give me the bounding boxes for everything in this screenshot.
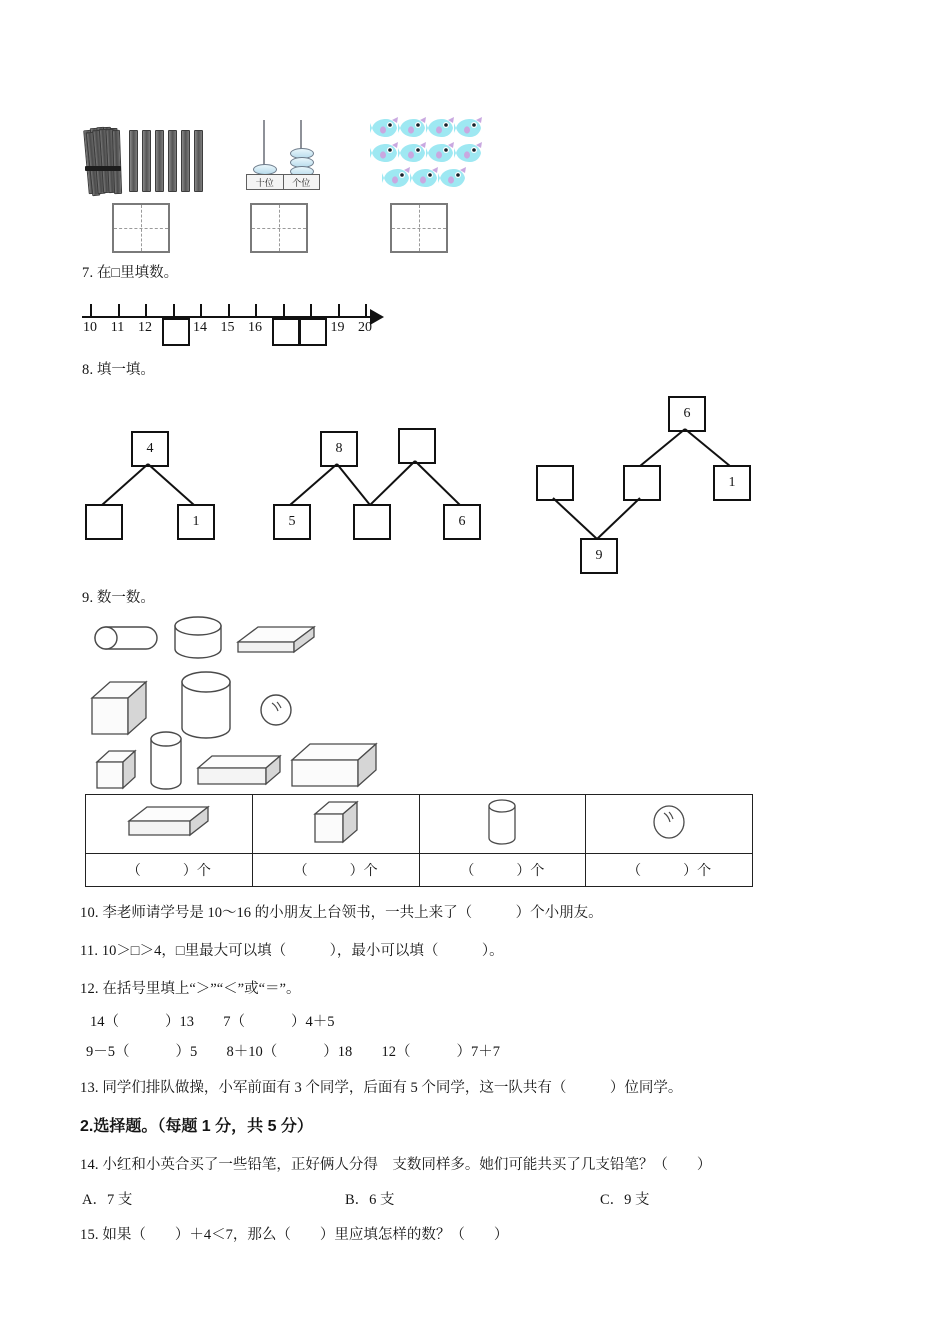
tree-connector-line [596, 497, 640, 539]
q15-number: 15. [80, 1227, 99, 1243]
q10 [80, 903, 603, 925]
number-line-tick [118, 304, 120, 316]
q12-number: 12. [80, 981, 99, 997]
number-line-tick [255, 304, 257, 316]
q9-number: 9. [82, 590, 94, 606]
tree-connector-line [552, 497, 597, 539]
answer-box-sticks[interactable] [112, 203, 170, 253]
number-line-tick [283, 304, 285, 316]
q12-row-1: 14（ ）13 7（ ）4＋5 [90, 1010, 335, 1031]
cmp-2-2-right: 18 [337, 1044, 353, 1060]
fish-icon [454, 141, 484, 165]
number-line-label: 16 [248, 320, 262, 335]
fish-icon [370, 116, 400, 140]
number-line-tick [365, 304, 367, 316]
cmp-1-2-right: 4＋5 [305, 1014, 335, 1030]
answer-cell-cube[interactable]: （ ）个 [252, 854, 419, 887]
abacus-tens-label: 十位 [246, 174, 284, 190]
q7-number: 7. [82, 265, 94, 281]
q8-prompt [82, 360, 155, 382]
fish-icon [370, 141, 400, 165]
tree-connector-line [101, 463, 148, 505]
number-line-tick [200, 304, 202, 316]
number-line-tick [310, 304, 312, 316]
tree1-right: 1 [177, 504, 215, 540]
short-cylinder-icon [172, 616, 224, 662]
q14-option-c[interactable]: C．9 支 [600, 1192, 650, 1208]
number-line-label: 15 [220, 320, 235, 335]
number-line-tick [173, 304, 175, 316]
answer-box-abacus[interactable] [250, 203, 308, 253]
q7-text: 在□里填数。 [96, 265, 179, 281]
big-cuboid-icon [290, 740, 380, 794]
q9-count-table [85, 794, 753, 887]
table-cell-cuboid [86, 795, 253, 854]
fish-icon [426, 141, 456, 165]
fish-icon [398, 141, 428, 165]
tree2-leaf-right: 6 [443, 504, 481, 540]
tree2-top-left: 8 [320, 431, 358, 467]
tree2-leaf-left: 5 [273, 504, 311, 540]
q7-prompt [82, 263, 178, 285]
cube-icon [312, 798, 360, 846]
tree-connector-line [414, 460, 460, 505]
number-line-blank-box[interactable] [299, 318, 327, 346]
q10-number: 10. [80, 905, 99, 921]
fish-icon [454, 116, 484, 140]
tree-connector-line [336, 463, 371, 505]
cmp-1-1-right: 13 [179, 1014, 194, 1030]
number-line-label: 14 [193, 320, 207, 335]
fish-icon [438, 166, 468, 190]
tree3-mid-blank[interactable] [623, 465, 661, 501]
q8-number-trees [0, 385, 950, 577]
fish-icon [426, 116, 456, 140]
tree2-leaf-mid-blank[interactable] [353, 504, 391, 540]
cylinder-icon [485, 797, 519, 847]
cmp-1-1-left: 14 [90, 1014, 105, 1030]
cmp-2-3-left: 12 [381, 1044, 396, 1060]
number-line-label: 19 [330, 320, 345, 335]
tree3-bottom: 9 [580, 538, 618, 574]
q9-text: 数一数。 [96, 590, 155, 606]
tree3-right: 1 [713, 465, 751, 501]
q15-text: 如果（ ）＋4＜7，那么（ ）里应填怎样的数？（ ） [102, 1227, 509, 1243]
cuboid-icon [126, 801, 212, 843]
answer-cell-sphere[interactable]: （ ）个 [586, 854, 753, 887]
table-cell-cube [252, 795, 419, 854]
number-line-tick [145, 304, 147, 316]
answer-cell-cuboid[interactable]: （ ）个 [86, 854, 253, 887]
table-cell-sphere [586, 795, 753, 854]
cmp-1-2-left: 7 [223, 1014, 231, 1030]
number-line-blank-box[interactable] [162, 318, 190, 346]
long-cuboid-icon [196, 752, 282, 792]
abacus-ones-label: 个位 [284, 174, 321, 190]
number-line-tick [228, 304, 230, 316]
sphere-icon [649, 801, 689, 843]
q14 [80, 1155, 711, 1177]
q13-number: 13. [80, 1080, 99, 1096]
cmp-2-1-left: 9－5 [86, 1044, 115, 1060]
fish-icon [398, 116, 428, 140]
q14-text: 小红和小英合买了一些铅笔，正好俩人分得 支数同样多。她们可能共买了几支铅笔？（ ） [102, 1157, 712, 1173]
sphere-icon [258, 692, 294, 728]
q10-text: 李老师请学号是 10～16 的小朋友上台领书，一共上来了（ ）个小朋友。 [102, 905, 603, 921]
q6-illustration-row [0, 0, 950, 268]
abacus-illustration [246, 120, 320, 192]
number-line-label: 11 [110, 320, 125, 335]
tree3-top: 6 [668, 396, 706, 432]
q12 [80, 979, 300, 1001]
tree1-left-blank[interactable] [85, 504, 123, 540]
small-cube-icon [94, 748, 138, 792]
table-row-shapes [86, 795, 753, 854]
q9-solid-shapes [0, 606, 950, 796]
q14-number: 14. [80, 1157, 99, 1173]
answer-box-fish[interactable] [390, 203, 448, 253]
q11 [80, 941, 504, 963]
counting-sticks-group [86, 124, 198, 192]
small-cylinder-icon [148, 730, 184, 792]
tree3-far-left-blank[interactable] [536, 465, 574, 501]
fish-icon [382, 166, 412, 190]
q12-row-2: 9－5（ ）5 8＋10（ ）18 12（ ）7＋7 [86, 1040, 500, 1061]
fish-icon [410, 166, 440, 190]
cmp-2-2-left: 8＋10 [226, 1044, 263, 1060]
stick-bundle-band [85, 166, 121, 171]
tree-connector-line [289, 463, 337, 506]
stick-bundle-ten [86, 126, 120, 190]
tree-connector-line [639, 428, 685, 467]
tree-connector-line [684, 428, 730, 467]
cmp-2-3-right: 7＋7 [471, 1044, 500, 1060]
q8-number: 8. [82, 362, 94, 378]
number-line-blank-box[interactable] [272, 318, 300, 346]
fish-group [370, 116, 488, 192]
capsule-cylinder-icon [90, 624, 160, 652]
tall-cylinder-icon [178, 670, 234, 742]
q15 [80, 1225, 508, 1247]
section-2-title: 2.选择题。（每题 1 分，共 5 分） [80, 1118, 313, 1135]
q7-number-line [82, 296, 402, 348]
number-line-axis [82, 316, 372, 318]
q11-number: 11. [80, 943, 99, 959]
q14-option-b[interactable]: B．6 支 [345, 1192, 395, 1208]
cmp-2-1-right: 5 [190, 1044, 198, 1060]
q13-text: 同学们排队做操，小军前面有 3 个同学，后面有 5 个同学，这一队共有（ ）位同学。 [102, 1080, 683, 1096]
number-line-label: 20 [358, 320, 372, 335]
q11-text: 10＞□＞4，□里最大可以填（ ），最小可以填（ ）。 [101, 943, 504, 959]
cube-icon [88, 678, 150, 740]
table-cell-cylinder [419, 795, 586, 854]
tree1-top: 4 [131, 431, 169, 467]
flat-cuboid-icon [236, 622, 316, 660]
tree-connector-line [369, 460, 415, 505]
number-line-tick [338, 304, 340, 316]
q14-option-a[interactable]: A．7 支 [82, 1192, 133, 1208]
table-row-answers [86, 854, 753, 887]
number-line-label: 12 [138, 320, 152, 335]
tree-connector-line [147, 463, 194, 505]
tree2-top-right-blank[interactable] [398, 428, 436, 464]
q8-text: 填一填。 [96, 362, 155, 378]
number-line-tick [90, 304, 92, 316]
answer-cell-cylinder[interactable]: （ ）个 [419, 854, 586, 887]
q13 [80, 1078, 682, 1100]
q12-text: 在括号里填上“＞”“＜”或“＝”。 [102, 981, 301, 997]
number-line-label: 10 [83, 320, 97, 335]
